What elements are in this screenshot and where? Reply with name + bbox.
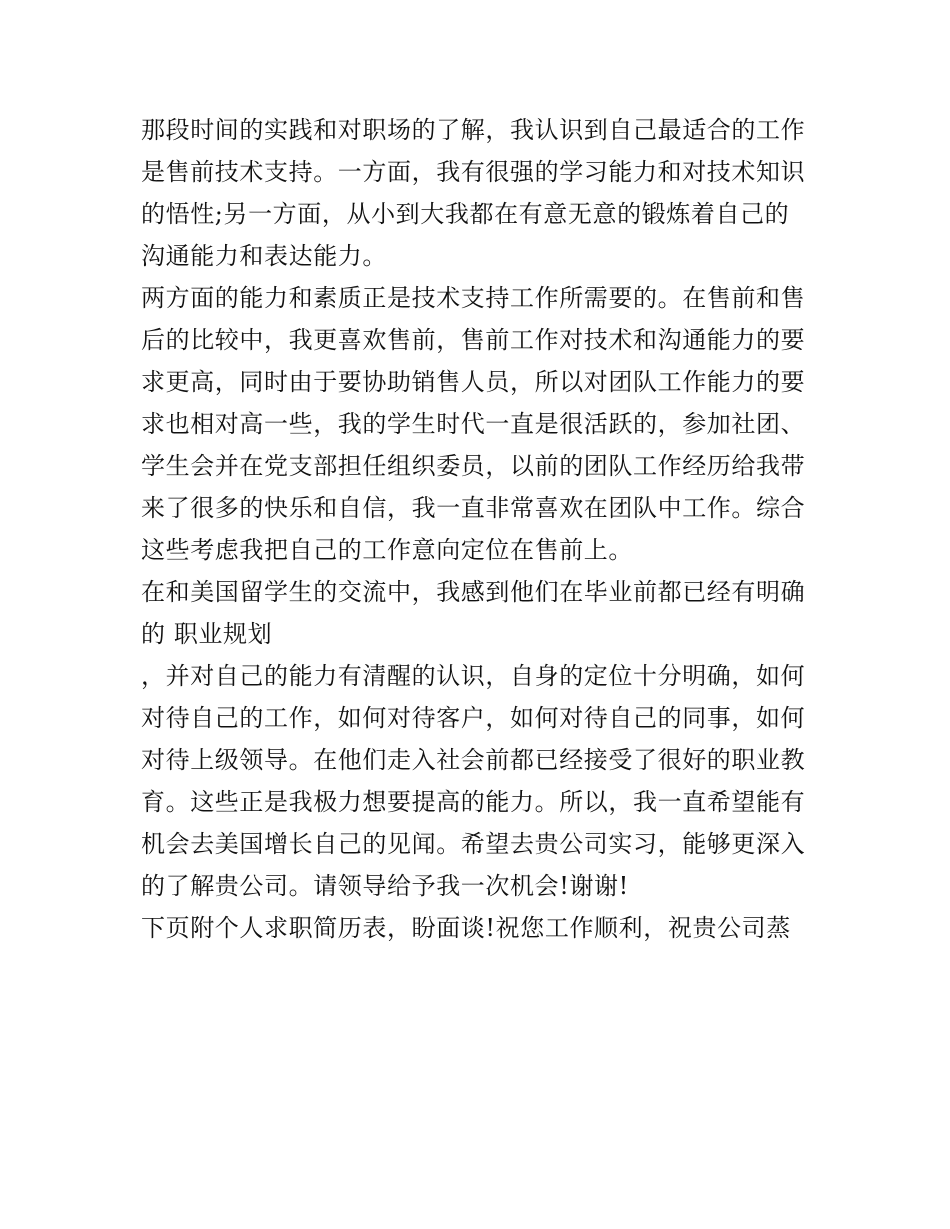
text-line: 的 职业规划: [141, 620, 273, 648]
text-line: 这些考虑我把自己的工作意向定位在售前上。: [141, 536, 633, 564]
text-line: 对待上级领导。在他们走入社会前都已经接受了很好的职业教: [141, 746, 806, 774]
text-line: 的悟性;另一方面，从小到大我都在有意无意的锻炼着自己的: [141, 200, 790, 228]
text-line: 沟通能力和表达能力。: [141, 242, 387, 270]
text-line: 两方面的能力和素质正是技术支持工作所需要的。在售前和售: [141, 284, 806, 312]
text-line: 是售前技术支持。一方面，我有很强的学习能力和对技术知识: [141, 158, 806, 186]
text-line: 的了解贵公司。请领导给予我一次机会!谢谢!: [141, 872, 629, 900]
text-line: 那段时间的实践和对职场的了解，我认识到自己最适合的工作: [141, 116, 806, 144]
text-line: 求也相对高一些，我的学生时代一直是很活跃的，参加社团、: [141, 410, 806, 438]
text-line: 求更高，同时由于要协助销售人员，所以对团队工作能力的要: [141, 368, 806, 396]
text-line: 对待自己的工作，如何对待客户，如何对待自己的同事，如何: [141, 704, 806, 732]
text-line: 来了很多的快乐和自信，我一直非常喜欢在团队中工作。综合: [141, 494, 806, 522]
text-line: 在和美国留学生的交流中，我感到他们在毕业前都已经有明确: [141, 578, 806, 606]
text-line: ，并对自己的能力有清醒的认识，自身的定位十分明确，如何: [141, 662, 806, 690]
text-line: 育。这些正是我极力想要提高的能力。所以，我一直希望能有: [141, 788, 806, 816]
text-line: 学生会并在党支部担任组织委员，以前的团队工作经历给我带: [141, 452, 806, 480]
text-line: 后的比较中，我更喜欢售前，售前工作对技术和沟通能力的要: [141, 326, 806, 354]
text-line: 下页附个人求职简历表，盼面谈!祝您工作顺利，祝贵公司蒸: [141, 914, 791, 942]
text-line: 机会去美国增长自己的见闻。希望去贵公司实习，能够更深入: [141, 830, 806, 858]
body-text: [141, 109, 821, 949]
